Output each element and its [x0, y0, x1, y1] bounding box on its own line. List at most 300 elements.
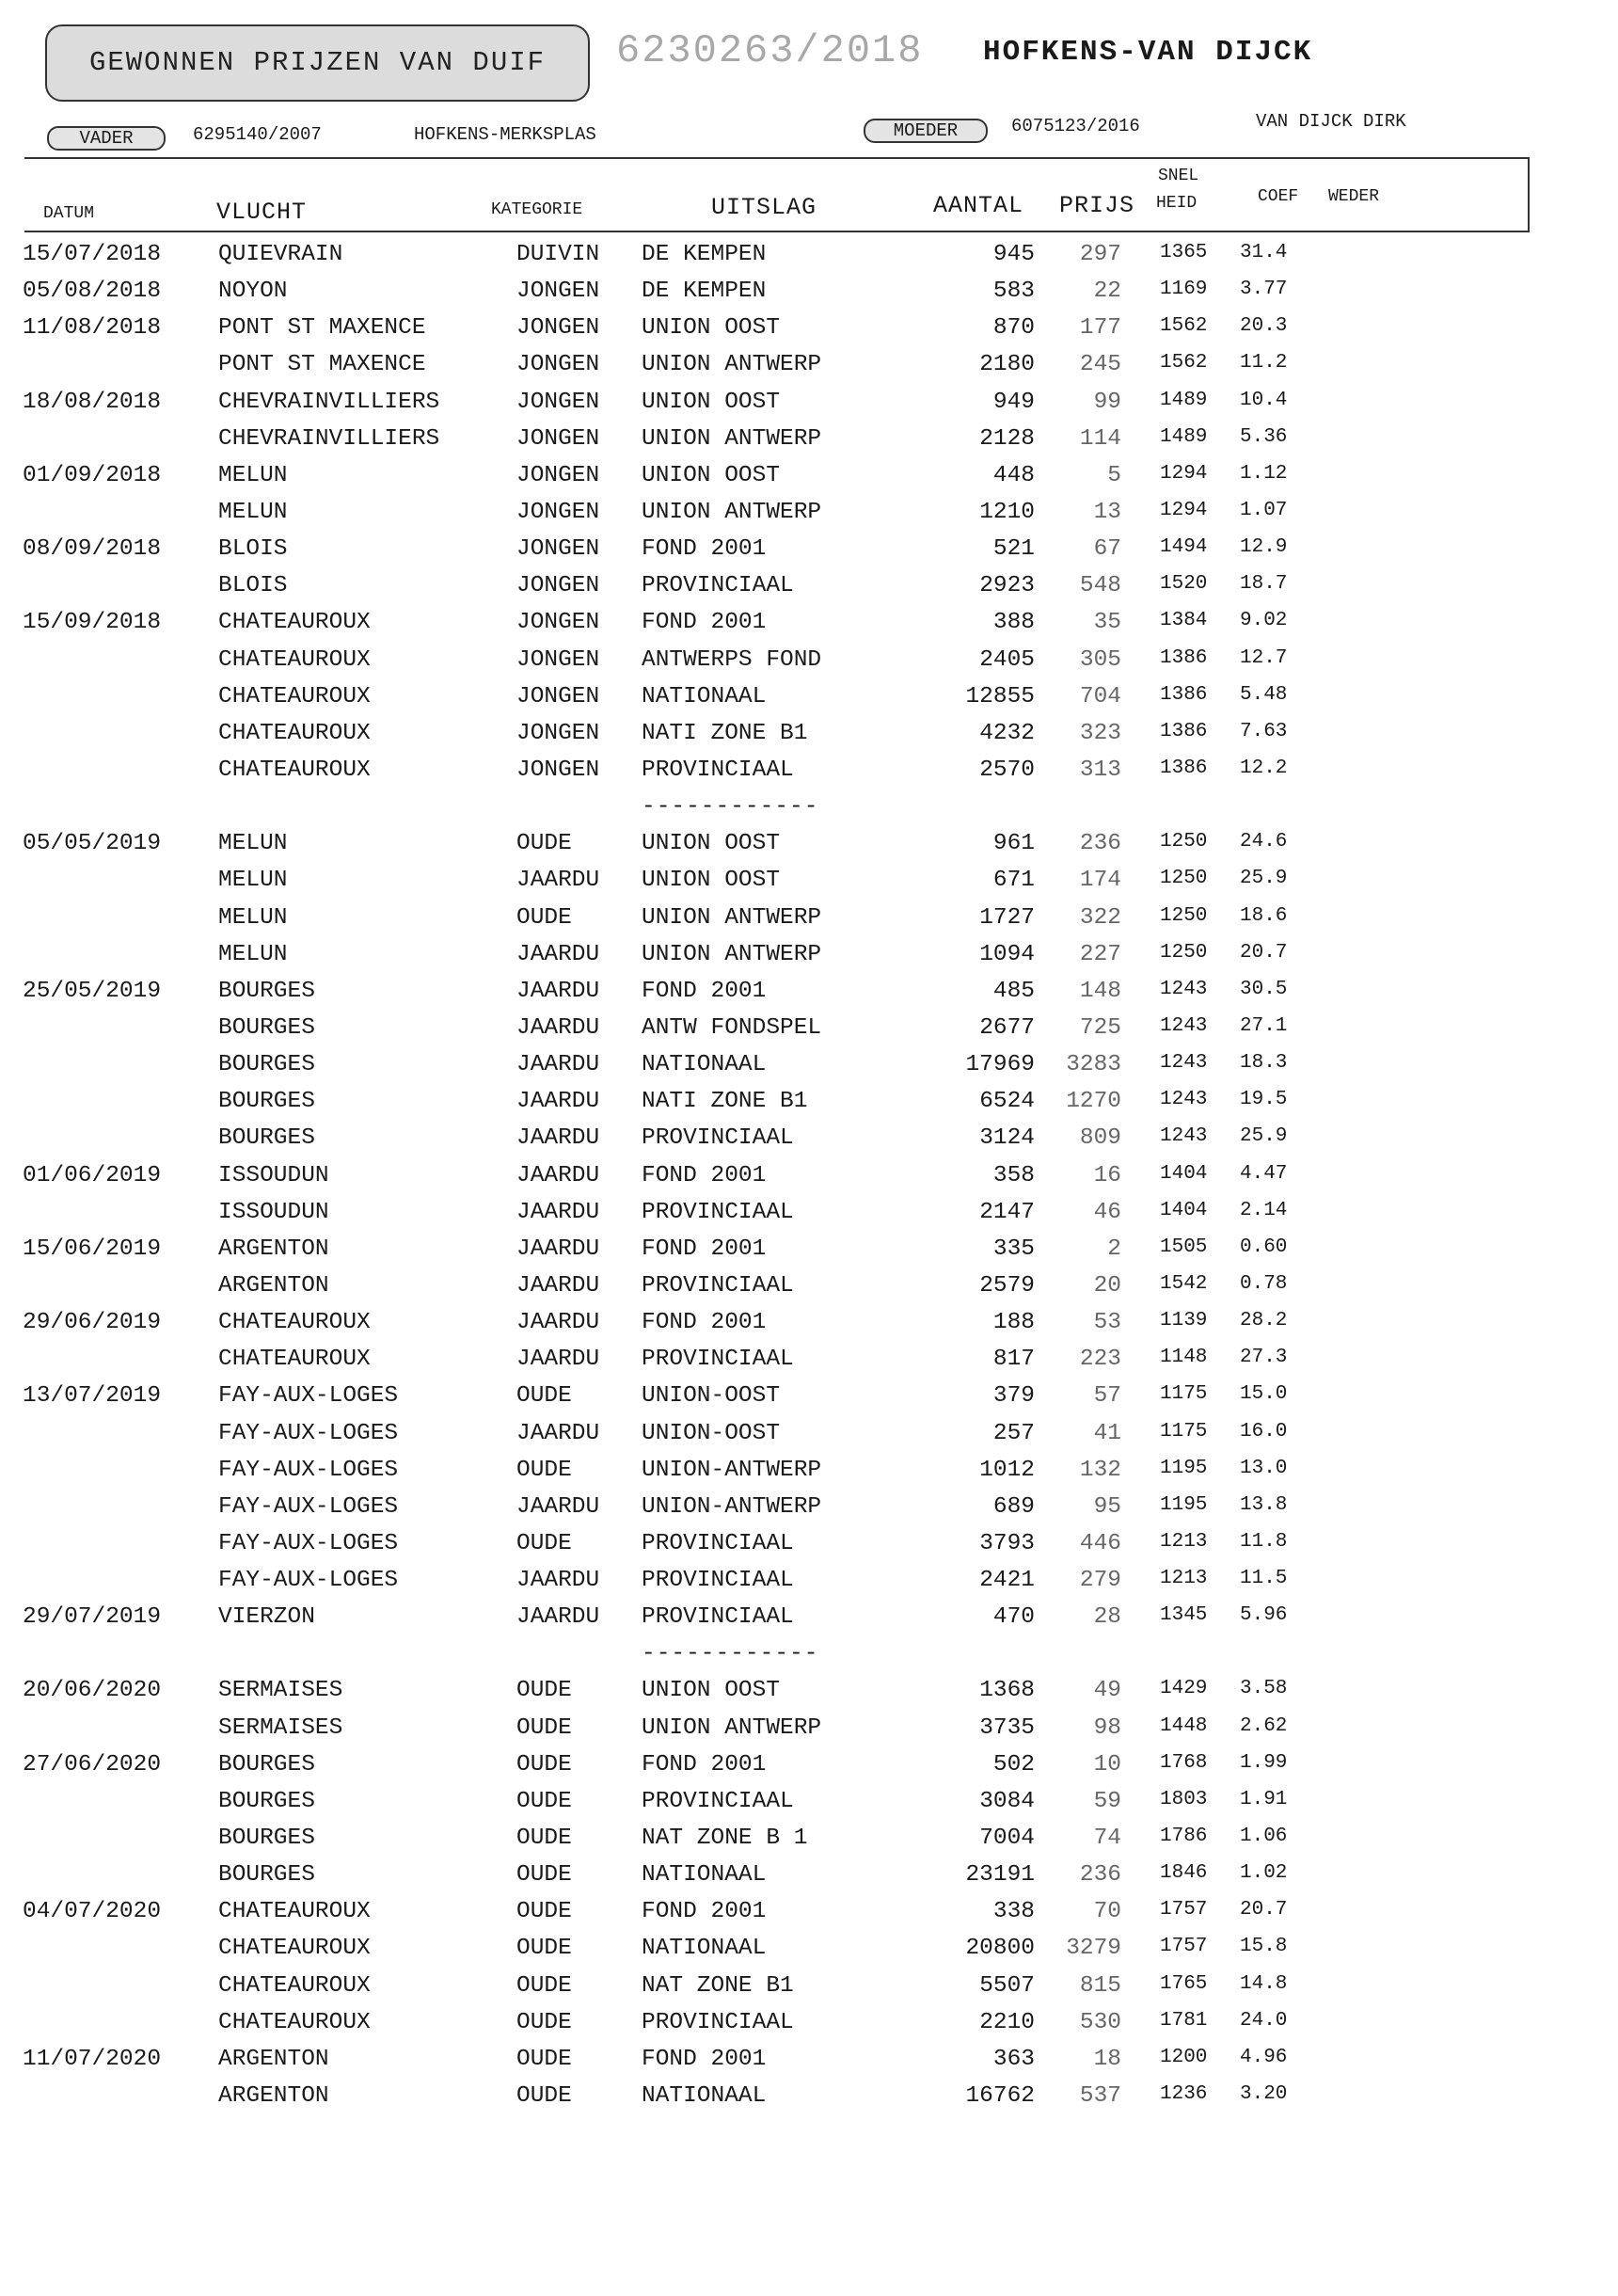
cell-coef: 1.02	[1240, 1862, 1288, 1885]
cell-uitslag: NATIONAAL	[642, 1052, 767, 1078]
cell-prijs: 227	[1079, 941, 1121, 967]
cell-coef: 7.63	[1240, 720, 1288, 742]
cell-aantal: 16762	[965, 2083, 1035, 2110]
cell-aantal: 4232	[979, 720, 1035, 746]
cell-aantal: 363	[992, 2046, 1035, 2072]
cell-snelheid: 1386	[1160, 683, 1208, 706]
cell-aantal: 6524	[979, 1089, 1035, 1115]
cell-kategorie: OUDE	[516, 1714, 572, 1741]
cell-uitslag: NATIONAAL	[642, 683, 767, 710]
cell-vlucht: ARGENTON	[218, 2083, 329, 2110]
cell-coef: 20.3	[1240, 315, 1288, 338]
table-row	[0, 463, 1618, 500]
cell-prijs: 704	[1079, 683, 1121, 710]
cell-vlucht: MELUN	[218, 868, 288, 894]
table-row	[0, 1752, 1618, 1789]
cell-snelheid: 1562	[1160, 315, 1208, 338]
cell-date: 13/07/2019	[23, 1383, 162, 1410]
cell-kategorie: JONGEN	[516, 499, 600, 525]
cell-snelheid: 1365	[1160, 242, 1208, 263]
cell-date: 18/08/2018	[23, 389, 162, 415]
cell-snelheid: 1243	[1160, 1089, 1208, 1111]
moeder-label: MOEDER	[864, 119, 988, 143]
table-row	[0, 1826, 1618, 1862]
cell-snelheid: 1345	[1160, 1604, 1208, 1627]
table-row	[0, 979, 1618, 1015]
table-row	[0, 1899, 1618, 1936]
table-row	[0, 2083, 1618, 2120]
cell-uitslag: PROVINCIAAL	[642, 1125, 794, 1152]
cell-vlucht: PONT ST MAXENCE	[218, 352, 426, 378]
cell-coef: 15.8	[1240, 1936, 1288, 1958]
cell-prijs: 95	[1093, 1493, 1121, 1520]
cell-vlucht: CHEVRAINVILLIERS	[218, 425, 440, 452]
cell-date: 11/07/2020	[23, 2046, 162, 2072]
cell-coef: 2.14	[1240, 1199, 1288, 1221]
cell-coef: 19.5	[1240, 1089, 1288, 1111]
cell-vlucht: BOURGES	[218, 1052, 315, 1078]
cell-prijs: 70	[1093, 1899, 1121, 1925]
cell-uitslag: FOND 2001	[642, 610, 767, 636]
cell-aantal: 2421	[979, 1568, 1035, 1594]
cell-uitslag: FOND 2001	[642, 1236, 767, 1262]
cell-uitslag: ANTW FONDSPEL	[642, 1014, 822, 1041]
table-row	[0, 1089, 1618, 1125]
table-row	[0, 1973, 1618, 2010]
cell-vlucht: BOURGES	[218, 1089, 315, 1115]
cell-vlucht: CHATEAUROUX	[218, 1899, 371, 1925]
cell-aantal: 870	[992, 315, 1035, 342]
cell-aantal: 3124	[979, 1125, 1035, 1152]
cell-aantal: 2405	[979, 646, 1035, 673]
cell-uitslag: FOND 2001	[642, 1162, 767, 1188]
cell-snelheid: 1294	[1160, 462, 1208, 485]
cell-kategorie: JONGEN	[516, 425, 600, 452]
cell-coef: 18.3	[1240, 1052, 1288, 1075]
cell-aantal: 448	[992, 462, 1035, 488]
cell-coef: 25.9	[1240, 868, 1288, 890]
cell-aantal: 1368	[979, 1678, 1035, 1704]
cell-prijs: 279	[1079, 1568, 1121, 1594]
cell-snelheid: 1148	[1160, 1347, 1208, 1369]
cell-kategorie: JONGEN	[516, 462, 600, 488]
table-row	[0, 2010, 1618, 2047]
cell-uitslag: NATIONAAL	[642, 1936, 767, 1962]
cell-aantal: 257	[992, 1420, 1035, 1446]
cell-prijs: 57	[1093, 1383, 1121, 1410]
table-row	[0, 1052, 1618, 1089]
cell-coef: 20.7	[1240, 1899, 1288, 1921]
cell-coef: 4.96	[1240, 2046, 1288, 2068]
cell-kategorie: JAARDU	[516, 978, 600, 1004]
cell-uitslag: UNION OOST	[642, 389, 781, 415]
cell-date: 27/06/2020	[23, 1751, 162, 1778]
table-row	[0, 905, 1618, 942]
cell-aantal: 2180	[979, 352, 1035, 378]
cell-kategorie: OUDE	[516, 1788, 572, 1814]
cell-prijs: 148	[1079, 978, 1121, 1004]
cell-uitslag: UNION ANTWERP	[642, 499, 822, 525]
table-row	[0, 1936, 1618, 1972]
cell-kategorie: JONGEN	[516, 720, 600, 746]
cell-kategorie: JAARDU	[516, 1236, 600, 1262]
vader-label: VADER	[47, 126, 166, 151]
cell-uitslag: NATI ZONE B1	[642, 1089, 808, 1115]
cell-uitslag: NAT ZONE B 1	[642, 1826, 808, 1852]
cell-vlucht: BOURGES	[218, 1014, 315, 1041]
cell-aantal: 671	[992, 868, 1035, 894]
cell-kategorie: JONGEN	[516, 352, 600, 378]
cell-kategorie: JONGEN	[516, 683, 600, 710]
cell-prijs: 74	[1093, 1826, 1121, 1852]
cell-coef: 27.3	[1240, 1347, 1288, 1369]
cell-snelheid: 1139	[1160, 1310, 1208, 1332]
cell-vlucht: CHATEAUROUX	[218, 1972, 371, 1999]
cell-coef: 1.12	[1240, 462, 1288, 485]
cell-snelheid: 1562	[1160, 352, 1208, 375]
cell-uitslag: UNION OOST	[642, 315, 781, 342]
cell-vlucht: NOYON	[218, 279, 288, 305]
cell-kategorie: OUDE	[516, 2009, 572, 2035]
cell-snelheid: 1195	[1160, 1493, 1208, 1516]
table-row	[0, 647, 1618, 684]
cell-vlucht: BOURGES	[218, 978, 315, 1004]
cell-prijs: 537	[1079, 2083, 1121, 2110]
cell-kategorie: DUIVIN	[516, 242, 600, 267]
cell-coef: 0.78	[1240, 1272, 1288, 1295]
cell-kategorie: OUDE	[516, 1383, 572, 1410]
cell-aantal: 470	[992, 1604, 1035, 1631]
cell-date: 20/06/2020	[23, 1678, 162, 1704]
cell-vlucht: VIERZON	[218, 1604, 315, 1631]
cell-aantal: 502	[992, 1751, 1035, 1778]
separator-line: ------------	[642, 1641, 819, 1667]
cell-snelheid: 1386	[1160, 757, 1208, 779]
separator-row	[0, 1641, 1618, 1678]
table-row	[0, 1125, 1618, 1162]
cell-coef: 14.8	[1240, 1972, 1288, 1995]
cell-kategorie: OUDE	[516, 1972, 572, 1999]
moeder-name: VAN DIJCK DIRK	[1256, 111, 1406, 132]
cell-vlucht: PONT ST MAXENCE	[218, 315, 426, 342]
cell-vlucht: SERMAISES	[218, 1678, 343, 1704]
cell-snelheid: 1243	[1160, 978, 1208, 1000]
cell-vlucht: ARGENTON	[218, 2046, 329, 2072]
cell-coef: 12.7	[1240, 646, 1288, 669]
cell-vlucht: SERMAISES	[218, 1714, 343, 1741]
cell-aantal: 1210	[979, 499, 1035, 525]
cell-kategorie: JONGEN	[516, 646, 600, 673]
cell-snelheid: 1175	[1160, 1383, 1208, 1406]
cell-uitslag: PROVINCIAAL	[642, 2009, 794, 2035]
cell-kategorie: OUDE	[516, 904, 572, 931]
results-table	[0, 242, 1618, 2120]
ring-number: 6230263/2018	[616, 28, 924, 73]
cell-snelheid: 1243	[1160, 1052, 1208, 1075]
cell-uitslag: UNION ANTWERP	[642, 425, 822, 452]
table-row	[0, 242, 1618, 279]
cell-kategorie: JAARDU	[516, 868, 600, 894]
cell-aantal: 1094	[979, 941, 1035, 967]
cell-uitslag: NATIONAAL	[642, 2083, 767, 2110]
cell-coef: 30.5	[1240, 978, 1288, 1000]
cell-uitslag: PROVINCIAAL	[642, 1199, 794, 1225]
cell-aantal: 2147	[979, 1199, 1035, 1225]
cell-uitslag: FOND 2001	[642, 978, 767, 1004]
cell-snelheid: 1250	[1160, 904, 1208, 927]
table-row	[0, 352, 1618, 389]
cell-coef: 18.7	[1240, 573, 1288, 596]
cell-vlucht: FAY-AUX-LOGES	[218, 1493, 399, 1520]
cell-date: 05/08/2018	[23, 279, 162, 305]
cell-kategorie: OUDE	[516, 1678, 572, 1704]
cell-aantal: 961	[992, 831, 1035, 857]
cell-kategorie: OUDE	[516, 1751, 572, 1778]
cell-vlucht: ARGENTON	[218, 1272, 329, 1299]
cell-prijs: 322	[1079, 904, 1121, 931]
cell-prijs: 236	[1079, 1862, 1121, 1889]
cell-uitslag: UNION ANTWERP	[642, 941, 822, 967]
cell-aantal: 3793	[979, 1530, 1035, 1556]
cell-uitslag: UNION ANTWERP	[642, 904, 822, 931]
cell-snelheid: 1250	[1160, 941, 1208, 964]
cell-uitslag: FOND 2001	[642, 2046, 767, 2072]
cell-coef: 12.2	[1240, 757, 1288, 779]
cell-kategorie: JAARDU	[516, 1125, 600, 1152]
cell-vlucht: CHATEAUROUX	[218, 683, 371, 710]
cell-vlucht: CHATEAUROUX	[218, 2009, 371, 2035]
cell-vlucht: CHATEAUROUX	[218, 646, 371, 673]
cell-date: 01/09/2018	[23, 462, 162, 488]
cell-coef: 11.2	[1240, 352, 1288, 375]
cell-vlucht: FAY-AUX-LOGES	[218, 1383, 399, 1410]
cell-aantal: 583	[992, 279, 1035, 305]
col-vlucht: VLUCHT	[216, 199, 308, 226]
cell-kategorie: OUDE	[516, 1457, 572, 1483]
table-row	[0, 1015, 1618, 1052]
cell-kategorie: OUDE	[516, 2083, 572, 2110]
cell-coef: 27.1	[1240, 1014, 1288, 1037]
cell-coef: 15.0	[1240, 1383, 1288, 1406]
separator-line: ------------	[642, 794, 819, 821]
cell-aantal: 817	[992, 1347, 1035, 1373]
cell-coef: 5.36	[1240, 425, 1288, 448]
table-row	[0, 1421, 1618, 1458]
cell-vlucht: ISSOUDUN	[218, 1199, 329, 1225]
cell-prijs: 530	[1079, 2009, 1121, 2035]
cell-kategorie: JONGEN	[516, 573, 600, 599]
cell-date: 15/06/2019	[23, 1236, 162, 1262]
cell-aantal: 2570	[979, 757, 1035, 783]
cell-vlucht: MELUN	[218, 904, 288, 931]
cell-aantal: 388	[992, 610, 1035, 636]
cell-snelheid: 1765	[1160, 1972, 1208, 1995]
cell-kategorie: JAARDU	[516, 1347, 600, 1373]
cell-kategorie: OUDE	[516, 1826, 572, 1852]
cell-prijs: 13	[1093, 499, 1121, 525]
cell-snelheid: 1294	[1160, 499, 1208, 521]
cell-uitslag: NAT ZONE B1	[642, 1972, 794, 1999]
cell-vlucht: BLOIS	[218, 573, 288, 599]
cell-prijs: 16	[1093, 1162, 1121, 1188]
cell-aantal: 949	[992, 389, 1035, 415]
cell-prijs: 245	[1079, 352, 1121, 378]
col-aantal: AANTAL	[933, 192, 1024, 219]
cell-snelheid: 1404	[1160, 1199, 1208, 1221]
cell-date: 15/07/2018	[23, 242, 162, 267]
cell-vlucht: CHATEAUROUX	[218, 1310, 371, 1336]
title-box: GEWONNEN PRIJZEN VAN DUIF	[45, 24, 590, 102]
cell-snelheid: 1243	[1160, 1014, 1208, 1037]
cell-snelheid: 1494	[1160, 536, 1208, 559]
cell-vlucht: ARGENTON	[218, 1236, 329, 1262]
cell-prijs: 236	[1079, 831, 1121, 857]
col-kategorie: KATEGORIE	[491, 200, 583, 219]
table-row	[0, 1347, 1618, 1383]
table-row	[0, 942, 1618, 979]
cell-kategorie: JONGEN	[516, 389, 600, 415]
cell-prijs: 815	[1079, 1972, 1121, 1999]
cell-coef: 5.48	[1240, 683, 1288, 706]
table-row	[0, 1383, 1618, 1420]
cell-vlucht: CHATEAUROUX	[218, 610, 371, 636]
cell-aantal: 1012	[979, 1457, 1035, 1483]
cell-vlucht: FAY-AUX-LOGES	[218, 1420, 399, 1446]
cell-kategorie: JAARDU	[516, 1604, 600, 1631]
cell-vlucht: MELUN	[218, 462, 288, 488]
cell-uitslag: NATI ZONE B1	[642, 720, 808, 746]
cell-snelheid: 1243	[1160, 1125, 1208, 1148]
cell-uitslag: UNION-OOST	[642, 1383, 781, 1410]
cell-snelheid: 1489	[1160, 425, 1208, 448]
cell-uitslag: UNION OOST	[642, 868, 781, 894]
separator-row	[0, 794, 1618, 831]
cell-kategorie: JONGEN	[516, 757, 600, 783]
cell-vlucht: CHEVRAINVILLIERS	[218, 389, 440, 415]
cell-coef: 10.4	[1240, 389, 1288, 411]
cell-uitslag: PROVINCIAAL	[642, 573, 794, 599]
cell-prijs: 98	[1093, 1714, 1121, 1741]
cell-kategorie: OUDE	[516, 2046, 572, 2072]
cell-aantal: 338	[992, 1899, 1035, 1925]
cell-coef: 1.99	[1240, 1751, 1288, 1774]
cell-uitslag: UNION OOST	[642, 462, 781, 488]
cell-uitslag: UNION ANTWERP	[642, 352, 822, 378]
cell-prijs: 99	[1093, 389, 1121, 415]
cell-kategorie: JAARDU	[516, 1162, 600, 1188]
cell-date: 08/09/2018	[23, 536, 162, 563]
cell-aantal: 358	[992, 1162, 1035, 1188]
cell-kategorie: OUDE	[516, 1530, 572, 1556]
cell-vlucht: CHATEAUROUX	[218, 757, 371, 783]
cell-uitslag: UNION-ANTWERP	[642, 1457, 822, 1483]
table-row	[0, 1531, 1618, 1568]
cell-uitslag: FOND 2001	[642, 1899, 767, 1925]
cell-uitslag: PROVINCIAAL	[642, 1272, 794, 1299]
cell-coef: 24.6	[1240, 831, 1288, 853]
table-row	[0, 1310, 1618, 1347]
cell-snelheid: 1386	[1160, 646, 1208, 669]
cell-kategorie: OUDE	[516, 1862, 572, 1889]
cell-date: 29/06/2019	[23, 1310, 162, 1336]
cell-vlucht: BOURGES	[218, 1125, 315, 1152]
cell-date: 04/07/2020	[23, 1899, 162, 1925]
cell-snelheid: 1250	[1160, 868, 1208, 890]
cell-vlucht: BOURGES	[218, 1862, 315, 1889]
cell-coef: 2.62	[1240, 1714, 1288, 1737]
cell-snelheid: 1236	[1160, 2083, 1208, 2106]
cell-kategorie: JAARDU	[516, 1272, 600, 1299]
cell-snelheid: 1542	[1160, 1272, 1208, 1295]
cell-snelheid: 1404	[1160, 1162, 1208, 1185]
col-snelheid-2: HEID	[1156, 194, 1198, 213]
cell-vlucht: BOURGES	[218, 1751, 315, 1778]
cell-prijs: 22	[1093, 279, 1121, 305]
cell-uitslag: UNION OOST	[642, 831, 781, 857]
cell-uitslag: PROVINCIAAL	[642, 1604, 794, 1631]
cell-prijs: 132	[1079, 1457, 1121, 1483]
cell-coef: 12.9	[1240, 536, 1288, 559]
cell-date: 05/05/2019	[23, 831, 162, 857]
cell-snelheid: 1429	[1160, 1678, 1208, 1700]
col-datum: DATUM	[43, 204, 95, 223]
cell-prijs: 3279	[1066, 1936, 1121, 1962]
cell-prijs: 297	[1079, 242, 1121, 267]
table-row	[0, 1494, 1618, 1531]
table-row	[0, 1273, 1618, 1310]
table-row	[0, 315, 1618, 352]
cell-kategorie: JAARDU	[516, 1420, 600, 1446]
cell-uitslag: DE KEMPEN	[642, 279, 767, 305]
cell-uitslag: DE KEMPEN	[642, 242, 767, 267]
table-row	[0, 279, 1618, 315]
table-row	[0, 2047, 1618, 2083]
cell-aantal: 12855	[965, 683, 1035, 710]
cell-prijs: 41	[1093, 1420, 1121, 1446]
table-row	[0, 500, 1618, 536]
cell-prijs: 20	[1093, 1272, 1121, 1299]
cell-snelheid: 1384	[1160, 610, 1208, 632]
cell-uitslag: PROVINCIAAL	[642, 1530, 794, 1556]
cell-uitslag: UNION OOST	[642, 1678, 781, 1704]
table-row	[0, 1678, 1618, 1714]
cell-aantal: 689	[992, 1493, 1035, 1520]
cell-uitslag: ANTWERPS FOND	[642, 646, 822, 673]
cell-coef: 1.07	[1240, 499, 1288, 521]
cell-uitslag: UNION-ANTWERP	[642, 1493, 822, 1520]
cell-prijs: 446	[1079, 1530, 1121, 1556]
cell-uitslag: PROVINCIAAL	[642, 1568, 794, 1594]
cell-aantal: 2579	[979, 1272, 1035, 1299]
cell-aantal: 2677	[979, 1014, 1035, 1041]
cell-kategorie: JONGEN	[516, 279, 600, 305]
table-row	[0, 1568, 1618, 1604]
cell-prijs: 67	[1093, 536, 1121, 563]
cell-vlucht: FAY-AUX-LOGES	[218, 1568, 399, 1594]
col-snelheid-1: SNEL	[1158, 167, 1199, 185]
cell-vlucht: FAY-AUX-LOGES	[218, 1457, 399, 1483]
table-row	[0, 1862, 1618, 1899]
cell-prijs: 49	[1093, 1678, 1121, 1704]
cell-snelheid: 1781	[1160, 2009, 1208, 2032]
cell-coef: 9.02	[1240, 610, 1288, 632]
cell-aantal: 20800	[965, 1936, 1035, 1962]
cell-uitslag: UNION-OOST	[642, 1420, 781, 1446]
cell-snelheid: 1213	[1160, 1530, 1208, 1553]
cell-coef: 24.0	[1240, 2009, 1288, 2032]
cell-vlucht: CHATEAUROUX	[218, 720, 371, 746]
cell-snelheid: 1448	[1160, 1714, 1208, 1737]
